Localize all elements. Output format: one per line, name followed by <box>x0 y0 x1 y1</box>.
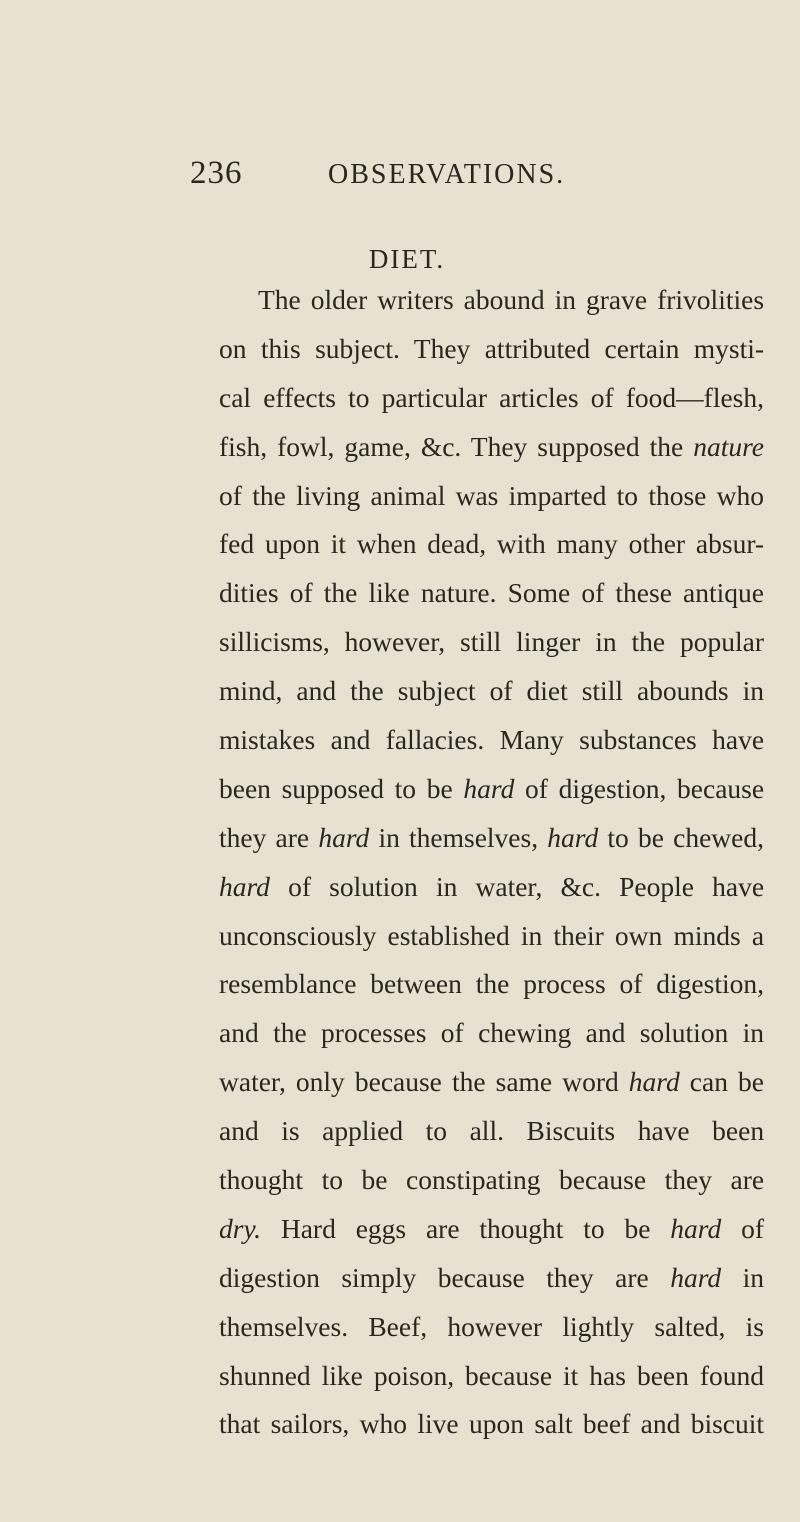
text-line <box>219 1400 764 1449</box>
line-text: and is applied to all. Biscuits have been <box>219 1115 765 1147</box>
line-text: dities of the like nature. Some of these antique <box>219 577 764 609</box>
text-line <box>219 765 764 814</box>
italic-word: hard <box>463 772 515 804</box>
italic-word: hard <box>318 821 370 853</box>
text-line <box>219 423 764 472</box>
line-text: hard of solution in water, &c. People have <box>219 870 765 902</box>
line-text: been supposed to be hard of digestion, because <box>219 772 765 804</box>
running-head <box>0 155 800 205</box>
italic-word: nature <box>693 430 765 462</box>
text-line <box>219 472 764 521</box>
text-line <box>219 1254 764 1303</box>
text-line <box>219 716 764 765</box>
line-text: themselves. Beef, however lightly salted, is <box>219 1310 764 1342</box>
line-text: unconsciously established in their own minds a <box>219 919 765 951</box>
line-text: sillicisms, however, still linger in the popular <box>219 626 765 658</box>
line-text: of the living animal was imparted to those who <box>219 479 765 511</box>
section-heading: DIET. <box>368 244 446 274</box>
italic-word: hard <box>219 870 270 902</box>
line-text: digestion simply because they are hard in <box>219 1261 765 1293</box>
text-line <box>219 863 764 912</box>
italic-word: hard <box>628 1066 680 1098</box>
line-text: fish, fowl, game, &c. They supposed the nature <box>219 430 765 462</box>
text-line <box>219 520 764 569</box>
text-line <box>219 1303 764 1352</box>
text-line <box>219 618 764 667</box>
running-title: OBSERVATIONS. <box>328 159 566 190</box>
line-text: they are hard in themselves, hard to be chewed, <box>219 821 764 853</box>
line-text: The older writers abound in grave frivolities <box>258 284 765 315</box>
line-text: water, only because the same word hard can be <box>219 1066 764 1098</box>
body-paragraph <box>258 276 764 325</box>
italic-word: hard <box>670 1212 722 1244</box>
text-line <box>219 1009 764 1058</box>
text-line <box>219 912 764 961</box>
text-line <box>219 1205 764 1254</box>
line-text: mistakes and fallacies. Many substances have <box>219 724 765 756</box>
text-line <box>219 569 764 618</box>
line-text: on this subject. They attributed certain mysti- <box>219 332 765 364</box>
text-line <box>219 1107 764 1156</box>
text-line <box>219 1352 764 1401</box>
line-text: fed upon it when dead, with many other absur- <box>219 528 765 560</box>
italic-word: hard <box>547 821 599 853</box>
text-line <box>258 276 764 325</box>
text-line <box>219 814 764 863</box>
body-paragraph-continued <box>219 325 764 1449</box>
page-number: 236 <box>190 155 243 191</box>
italic-word: dry. <box>219 1212 262 1244</box>
text-line <box>219 1058 764 1107</box>
line-text: that sailors, who live upon salt beef and biscuit <box>219 1408 765 1440</box>
text-line <box>219 374 764 423</box>
text-line <box>219 325 764 374</box>
line-text: shunned like poison, because it has been found <box>219 1359 764 1391</box>
line-text: resemblance between the process of digestion, <box>219 968 764 1000</box>
text-line <box>219 667 764 716</box>
line-text: dry. Hard eggs are thought to be hard of <box>219 1212 764 1244</box>
line-text: mind, and the subject of diet still abounds in <box>219 675 765 707</box>
line-text: cal effects to particular articles of food—flesh, <box>219 381 765 413</box>
italic-word: hard <box>670 1261 722 1293</box>
text-line <box>219 1156 764 1205</box>
line-text: thought to be constipating because they are <box>219 1164 765 1196</box>
text-line <box>219 960 764 1009</box>
line-text: and the processes of chewing and solution in <box>219 1017 765 1049</box>
